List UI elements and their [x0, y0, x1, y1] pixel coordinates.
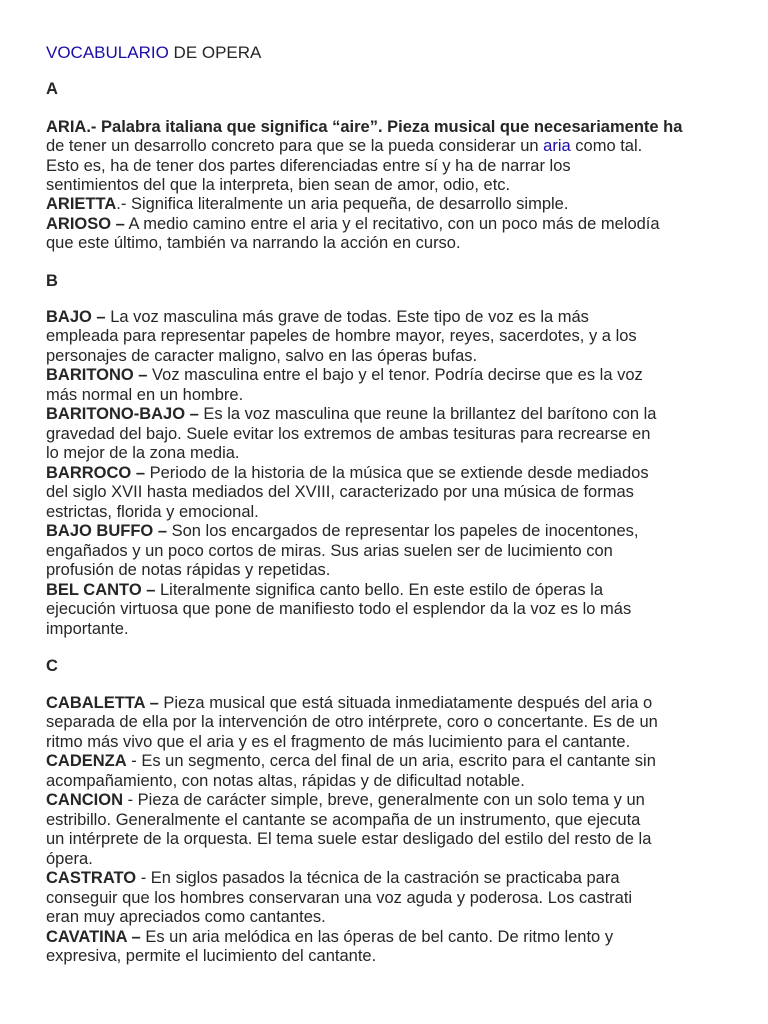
entry-line: lo mejor de la zona media.: [46, 444, 240, 462]
entry-line: eran muy apreciados como cantantes.: [46, 908, 326, 926]
entry-text: Periodo de la historia de la música que se extiende desde mediados: [145, 464, 649, 482]
entry-term: BARROCO –: [46, 464, 146, 482]
entry-text: A medio camino entre el aria y el recitativo, con un poco más de melodía: [124, 215, 660, 233]
entry-line: [46, 869, 620, 889]
entry-line: estribillo. Generalmente el cantante se acompaña de un instrumento, que ejecuta: [46, 811, 641, 829]
entry-line: personajes de caracter maligno, salvo en las óperas bufas.: [46, 347, 478, 365]
entry-line: engañados y un poco cortos de miras. Sus arias suelen ser de lucimiento con: [46, 542, 613, 560]
entry-line: acompañamiento, con notas altas, rápidas y de dificultad notable.: [46, 772, 525, 790]
entry-line: [46, 137, 642, 157]
page-title: [46, 43, 261, 63]
title-rest: DE OPERA: [168, 43, 262, 62]
entry-line: expresiva, permite el lucimiento del cantante.: [46, 947, 377, 965]
entry-text: Literalmente significa canto bello. En este estilo de óperas la: [155, 581, 604, 599]
entry-line: profusión de notas rápidas y repetidas.: [46, 561, 331, 579]
entry-line: [46, 791, 645, 811]
entry-line: ópera.: [46, 850, 93, 868]
entry-term: ARIA: [46, 118, 87, 136]
entry-line: separada de ella por la intervención de otro intérprete, coro o concertante. Es de un: [46, 713, 658, 731]
entry-line: [46, 195, 568, 215]
entry-line: empleada para representar papeles de hombre mayor, reyes, sacerdotes, y a los: [46, 327, 637, 345]
section-letter-c: C: [46, 657, 58, 675]
entry-line: que este último, también va narrando la acción en curso.: [46, 234, 461, 252]
entry-line: [46, 522, 639, 542]
entry-line: más normal en un hombre.: [46, 386, 244, 404]
entry-term: BEL CANTO –: [46, 581, 156, 599]
entry-text: Voz masculina entre el bajo y el tenor. Podría decirse que es la voz: [147, 366, 643, 384]
entry-line: Esto es, ha de tener dos partes diferenciadas entre sí y ha de narrar los: [46, 157, 571, 175]
entry-line: [46, 694, 652, 714]
entry-text: como tal.: [570, 137, 643, 155]
entry-term: BAJO BUFFO –: [46, 522, 168, 540]
entry-text: La voz masculina más grave de todas. Este tipo de voz es la más: [105, 308, 589, 326]
entry-line: importante.: [46, 620, 129, 638]
entry-line: un intérprete de la orquesta. El tema suele estar desligado del estilo del resto de la: [46, 830, 652, 848]
entry-line: [46, 581, 603, 601]
entry-line: [46, 366, 643, 386]
entry-term: CADENZA: [46, 752, 127, 770]
entry-term: ARIOSO –: [46, 215, 125, 233]
entry-term: CASTRATO: [46, 869, 137, 887]
entry-term: CANCION: [46, 791, 123, 809]
entry-text: de tener un desarrollo concreto para que se la pueda considerar un: [46, 137, 544, 155]
entry-term: BAJO –: [46, 308, 106, 326]
entry-text: Es la voz masculina que reune la brillantez del barítono con la: [198, 405, 657, 423]
entry-line: del siglo XVII hasta mediados del XVIII, caracterizado por una música de formas: [46, 483, 634, 501]
entry-line: [46, 752, 656, 772]
entry-text: Pieza musical que está situada inmediatamente después del aria o: [158, 694, 653, 712]
entry-term: ARIETTA: [46, 195, 117, 213]
entry-line: gravedad del bajo. Suele evitar los extremos de ambas tesituras para recrearse en: [46, 425, 651, 443]
section-letter-b: B: [46, 272, 58, 290]
title-link[interactable]: VOCABULARIO: [46, 43, 169, 62]
entry-text: Es un aria melódica en las óperas de bel canto. De ritmo lento y: [140, 928, 614, 946]
entry-text: Son los encargados de representar los papeles de inocentones,: [167, 522, 639, 540]
entry-line: [46, 464, 649, 484]
entry-text: - En siglos pasados la técnica de la castración se practicaba para: [136, 869, 620, 887]
entry-text: - Pieza de carácter simple, breve, generalmente con un solo tema y un: [123, 791, 645, 809]
entry-line: conseguir que los hombres conservaran una voz aguda y poderosa. Los castrati: [46, 889, 633, 907]
entry-line: sentimientos del que la interpreta, bien sean de amor, odio, etc.: [46, 176, 511, 194]
section-letter-a: A: [46, 80, 58, 98]
entry-line: ejecución virtuosa que pone de manifiesto todo el esplendor da la voz es lo más: [46, 600, 632, 618]
entry-line: [46, 118, 682, 138]
entry-line: [46, 308, 589, 328]
entry-term: BARITONO –: [46, 366, 148, 384]
entry-text: - Es un segmento, cerca del final de un aria, escrito para el cantante sin: [126, 752, 656, 770]
entry-line: [46, 405, 656, 425]
aria-link[interactable]: aria: [543, 137, 571, 155]
entry-line: [46, 928, 613, 948]
entry-line: [46, 215, 660, 235]
entry-line: ritmo más vivo que el aria y es el fragmento de más lucimiento para el cantante.: [46, 733, 631, 751]
entry-line: estrictas, florida y emocional.: [46, 503, 259, 521]
entry-term: BARITONO-BAJO –: [46, 405, 199, 423]
entry-text: .- Significa literalmente un aria pequeña, de desarrollo simple.: [116, 195, 569, 213]
entry-text: .- Palabra italiana que significa “aire”. Pieza musical que necesariamente ha: [86, 118, 683, 136]
entry-term: CABALETTA –: [46, 694, 159, 712]
entry-term: CAVATINA –: [46, 928, 141, 946]
